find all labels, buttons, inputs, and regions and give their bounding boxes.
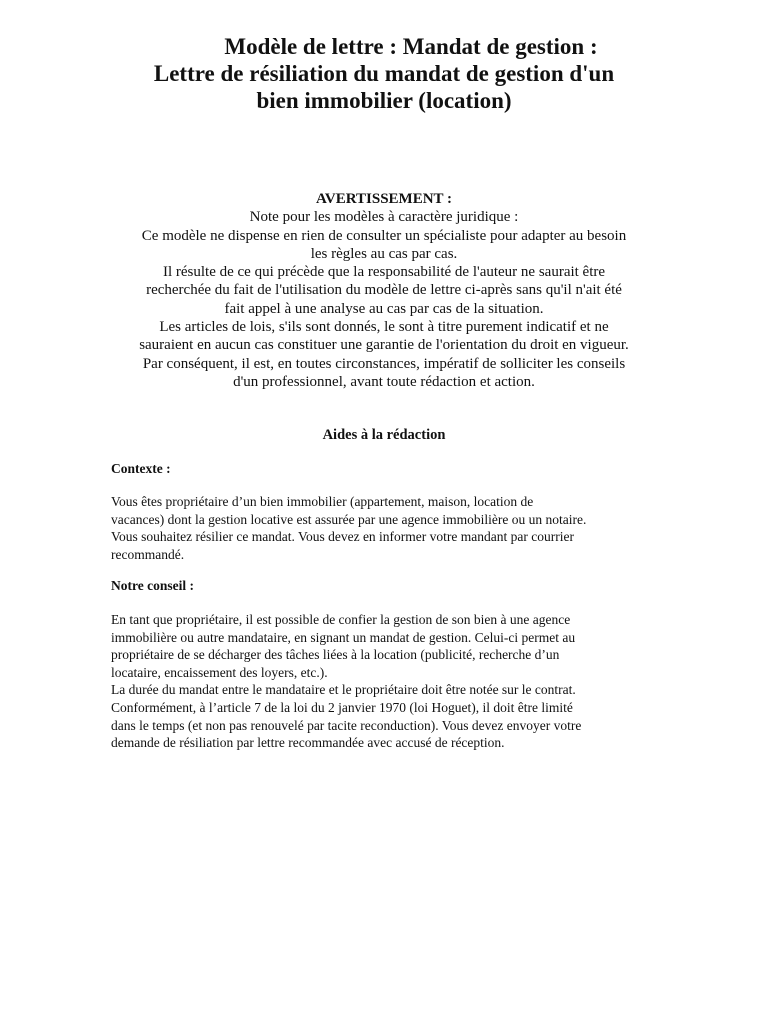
warning-line: sauraient en aucun cas constituer une garantie de l'orientation du droit en vigueur. [139,337,629,354]
title-line-1: Modèle de lettre : Mandat de gestion : [224,34,598,59]
contexte-paragraph [111,493,671,563]
warning-line: les règles au cas par cas. [310,245,458,262]
paragraph-line: En tant que propriétaire, il est possible de confier la gestion de son bien à une agence [111,612,571,627]
paragraph-line: demande de résiliation par lettre recommandée avec accusé de réception. [111,735,505,751]
paragraph-line: Vous êtes propriétaire d’un bien immobilier (appartement, maison, location de [111,494,534,509]
contexte-heading: Contexte : [111,461,171,476]
warning-heading: AVERTISSEMENT : [315,191,453,207]
warning-block [100,190,668,391]
paragraph-line: vacances) dont la gestion locative est assurée par une agence immobilière ou un notaire. [111,511,587,527]
title-line-2: Lettre de résiliation du mandat de gestion d'un [153,61,615,86]
paragraph-line: recommandé. [111,546,185,562]
warning-line: Il résulte de ce qui précède que la responsabilité de l'auteur ne saurait être [162,264,606,281]
warning-line: Ce modèle ne dispense en rien de consulter un spécialiste pour adapter au besoin [141,227,627,244]
conseil-paragraph [111,611,671,752]
warning-line: Les articles de lois, s'ils sont donnés, le sont à titre purement indicatif et ne [159,319,609,336]
conseil-heading: Notre conseil : [111,578,194,593]
paragraph-line: dans le temps (et non pas renouvelé par tacite reconduction). Vous devez envoyer votre [111,717,582,733]
warning-line: fait appel à une analyse au cas par cas de la situation. [224,300,544,317]
warning-line: recherchée du fait de l'utilisation du modèle de lettre ci-après sans qu'il n'ait été [146,282,622,299]
paragraph-line: immobilière ou autre mandataire, en signant un mandat de gestion. Celui-ci permet au [111,629,576,645]
warning-line: Note pour les modèles à caractère juridique : [249,209,519,226]
contexte-section [111,460,671,478]
document-title [100,33,668,114]
paragraph-line: Vous souhaitez résilier ce mandat. Vous devez en informer votre mandant par courrier [111,529,574,545]
aides-heading: Aides à la rédaction [322,427,446,443]
paragraph-line: propriétaire de se décharger des tâches liées à la location (publicité, recherche d’un [111,647,560,663]
warning-line: d'un professionnel, avant toute rédaction et action. [233,373,535,390]
conseil-section [111,577,671,595]
warning-line: Par conséquent, il est, en toutes circonstances, impératif de solliciter les conseils [142,355,626,372]
title-line-3: bien immobilier (location) [256,88,512,113]
paragraph-line: Conformément, à l’article 7 de la loi du 2 janvier 1970 (loi Hoguet), il doit être limité [111,699,573,715]
paragraph-line: locataire, encaissement des loyers, etc.). [111,664,328,680]
paragraph-line: La durée du mandat entre le mandataire et le propriétaire doit être notée sur le contrat. [111,682,576,698]
